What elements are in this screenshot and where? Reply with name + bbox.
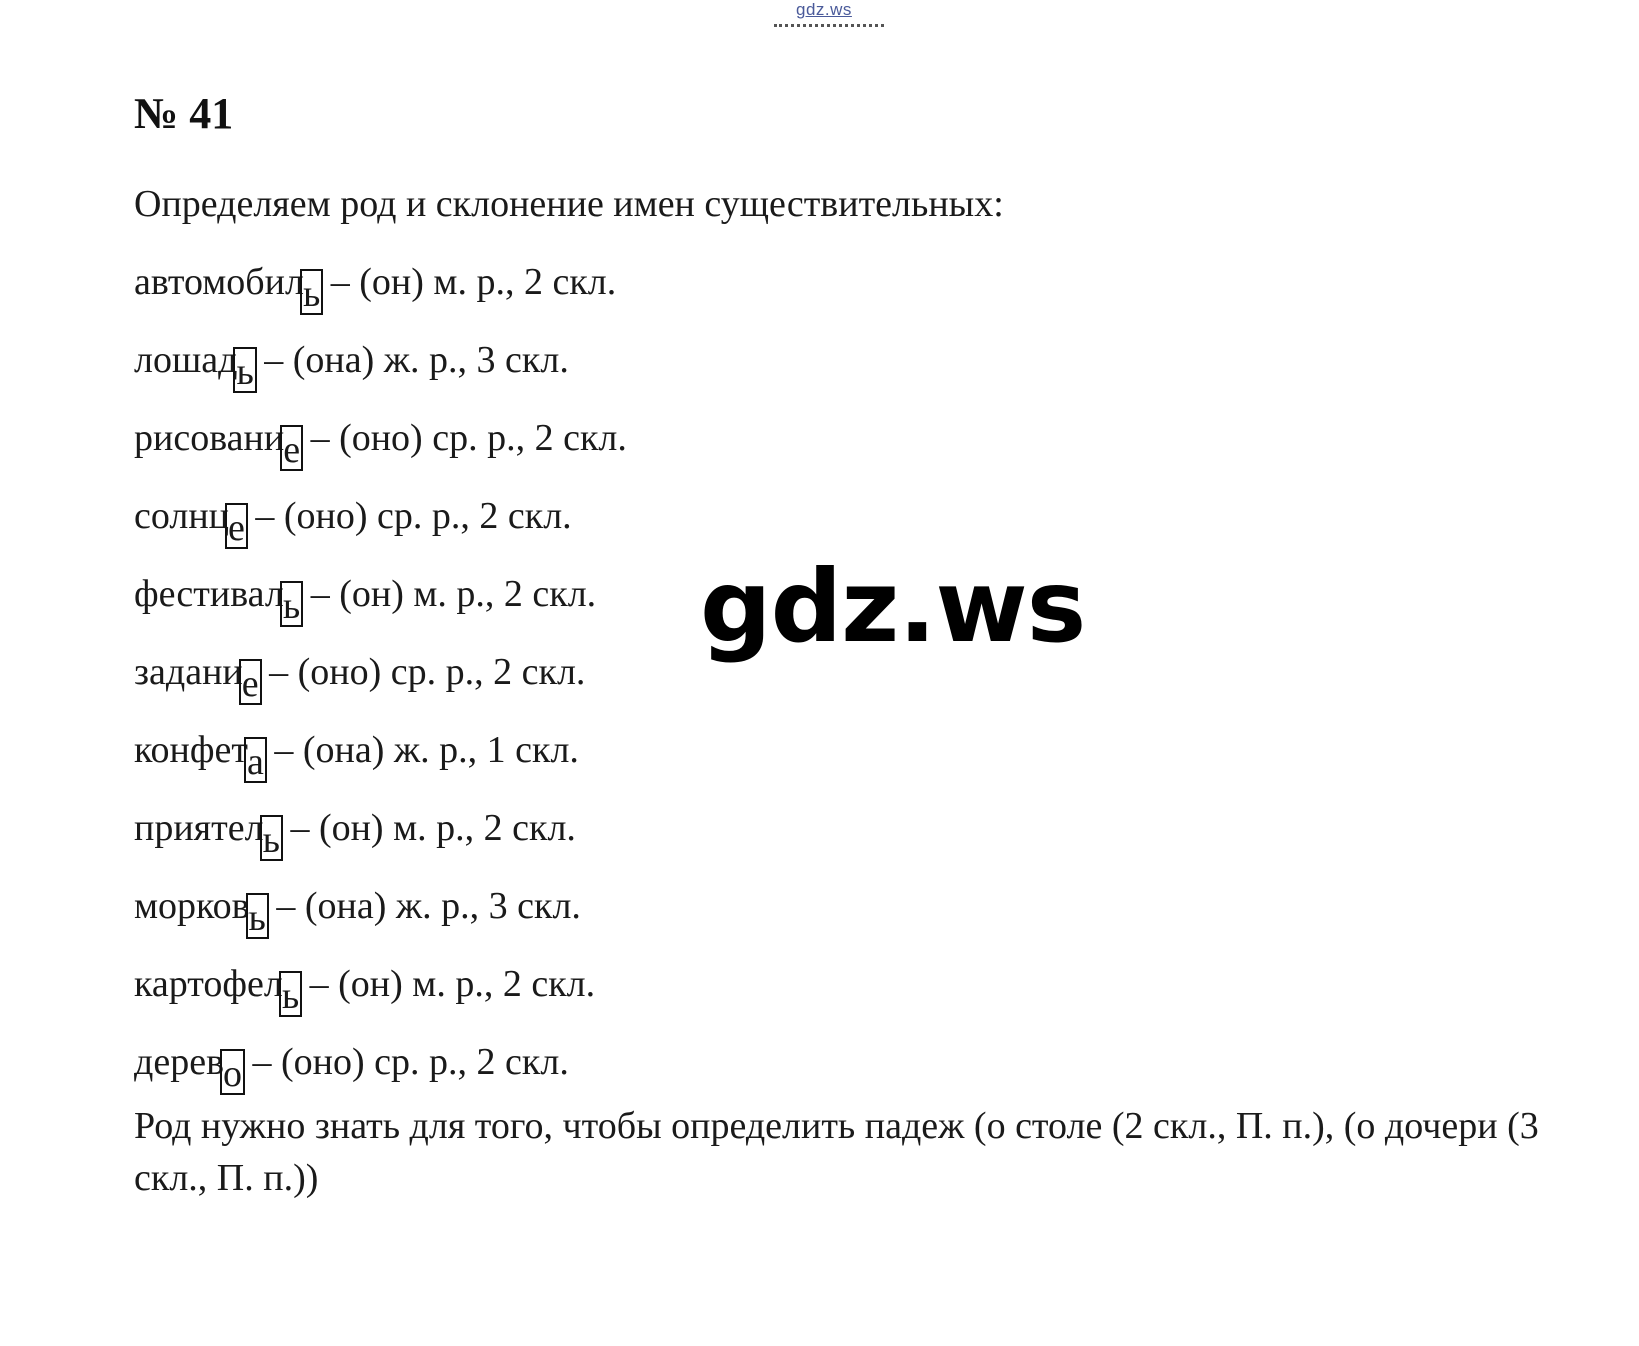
noun-stem: солнц: [134, 495, 229, 537]
intro-text: Определяем род и склонение имен существительных:: [134, 183, 1004, 225]
noun-description: – (она) ж. р., 1 скл.: [264, 729, 579, 771]
noun-description: – (он) м. р., 2 скл.: [321, 261, 617, 303]
noun-line: [134, 243, 1564, 321]
ending-box: е: [225, 503, 248, 549]
noun-line: [134, 321, 1564, 399]
ending-box: ь: [260, 815, 283, 861]
noun-description: – (она) ж. р., 3 скл.: [254, 339, 569, 381]
noun-description: – (она) ж. р., 3 скл.: [266, 885, 581, 927]
top-divider: [774, 24, 884, 27]
noun-description: – (оно) ср. р., 2 скл.: [301, 417, 627, 459]
ending-box: е: [239, 659, 262, 705]
noun-stem: дерев: [134, 1041, 225, 1083]
ending-box: о: [220, 1049, 245, 1095]
noun-line: [134, 399, 1564, 477]
noun-stem: автомобил: [134, 261, 304, 303]
noun-stem: конфет: [134, 729, 248, 771]
noun-description: – (оно) ср. р., 2 скл.: [243, 1041, 569, 1083]
noun-stem: картофел: [134, 963, 283, 1005]
ending-box: ь: [246, 893, 269, 939]
ending-box: ь: [233, 347, 256, 393]
noun-stem: приятел: [134, 807, 264, 849]
noun-line: [134, 1023, 1564, 1101]
noun-description: – (он) м. р., 2 скл.: [280, 807, 576, 849]
noun-stem: задани: [134, 651, 243, 693]
ending-box: ь: [280, 581, 303, 627]
noun-stem: рисовани: [134, 417, 285, 459]
noun-stem: морков: [134, 885, 250, 927]
noun-line: [134, 711, 1564, 789]
noun-stem: лошад: [134, 339, 238, 381]
ending-box: ь: [279, 971, 302, 1017]
noun-description: – (он) м. р., 2 скл.: [300, 963, 596, 1005]
ending-box: а: [244, 737, 267, 783]
task-number: № 41: [134, 89, 234, 138]
noun-line: [134, 945, 1564, 1023]
noun-line: [134, 867, 1564, 945]
noun-line: [134, 789, 1564, 867]
noun-line: [134, 477, 1564, 555]
noun-stem: фестивал: [134, 573, 284, 615]
ending-box: ь: [300, 269, 323, 315]
site-watermark: gdz.ws: [700, 548, 1086, 665]
noun-description: – (он) м. р., 2 скл.: [301, 573, 597, 615]
noun-description: – (оно) ср. р., 2 скл.: [245, 495, 572, 537]
ending-box: е: [280, 425, 303, 471]
conclusion-text: Род нужно знать для того, чтобы определить падеж (о столе (2 скл., П. п.), (о дочери (3 скл., П. п.)): [134, 1105, 1539, 1199]
noun-description: – (оно) ср. р., 2 скл.: [259, 651, 586, 693]
top-watermark: gdz.ws: [796, 0, 852, 19]
